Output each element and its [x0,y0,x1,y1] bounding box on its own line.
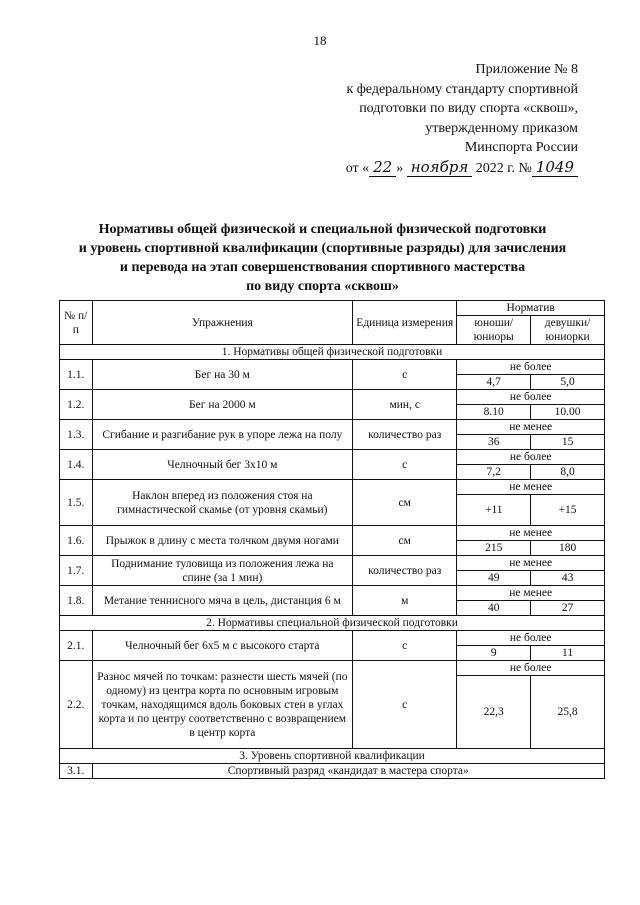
value-girls: 5,0 [531,375,605,390]
appendix-line: подготовки по виду спорта «сквош», [359,101,578,116]
appendix-line: утвержденному приказом [425,120,578,136]
row-unit: м [353,586,457,616]
row-num: 1.8. [60,586,93,616]
value-girls: 8,0 [531,465,605,480]
section-title: 1. Нормативы общей физической подготовки [60,345,605,360]
appendix-line: Минспорта России [464,140,578,155]
row-condition: не менее [457,480,605,495]
table-row [60,526,605,541]
row-num: 1.7. [60,556,93,586]
header-unit: Единица измерения [353,301,457,345]
row-unit: количество раз [353,420,457,450]
table-row [60,586,605,601]
row-num: 2.2. [60,661,93,749]
value-boys: 7,2 [457,465,531,480]
order-date-line: от « 22 » ноября 2022 г. № 1049 [288,158,578,179]
value-boys: 22,3 [457,676,531,749]
row-exercise: Бег на 2000 м [92,390,353,420]
value-girls: 15 [531,435,605,450]
table-row [60,661,605,676]
row-num: 2.1. [60,631,93,661]
row-condition: не менее [457,526,605,541]
row-unit: мин, с [353,390,457,420]
table-row [60,360,605,375]
row-condition: не более [457,450,605,465]
section2-body [60,631,605,749]
row-condition: не более [457,360,605,375]
row-unit: см [353,480,457,526]
row-condition: не менее [457,586,605,601]
table-row [60,450,605,465]
row-exercise: Разнос мячей по точкам: разнести шесть мячей (по одному) из центра корта по основным игровым точкам, находящимся вдоль боковых стен в углах корта и по центру соответственно с возвращением в центр корта [92,661,353,749]
row-exercise: Метание теннисного мяча в цель, дистанция 6 м [92,586,353,616]
row-exercise: Прыжок в длину с места толчком двумя ногами [92,526,353,556]
header-norm: Норматив [457,301,605,316]
row-exercise: Поднимание туловища из положения лежа на спине (за 1 мин) [92,556,353,586]
row-num: 3.1. [60,764,93,779]
table-row [60,631,605,646]
appendix-title: Приложение № 8 [475,62,578,77]
value-boys: 40 [457,601,531,616]
norms-table [59,300,605,779]
row-num: 1.2. [60,390,93,420]
value-boys: 215 [457,541,531,556]
header-exercise: Упражнения [92,301,353,345]
row-num: 1.3. [60,420,93,450]
page-number: 18 [313,33,327,48]
header-boys: юноши/ юниоры [457,316,531,345]
row-condition: не менее [457,420,605,435]
handwritten-month: ноября [407,158,473,177]
row-unit: с [353,631,457,661]
section-title: 2. Нормативы специальной физической подготовки [60,616,605,631]
row-unit: с [353,661,457,749]
row-unit: с [353,450,457,480]
value-girls: +15 [531,495,605,526]
row-unit: с [353,360,457,390]
value-boys: 4,7 [457,375,531,390]
value-girls: 25,8 [531,676,605,749]
handwritten-day: 22 [369,158,396,177]
row-unit: см [353,526,457,556]
row-condition: не более [457,631,605,646]
row-condition: не более [457,390,605,405]
header-num: № п/п [60,301,93,345]
section1-body [60,360,605,616]
table-row [60,390,605,405]
appendix-header [288,60,578,178]
row-exercise: Бег на 30 м [92,360,353,390]
value-boys: +11 [457,495,531,526]
value-girls: 43 [531,571,605,586]
value-boys: 49 [457,571,531,586]
value-boys: 9 [457,646,531,661]
row-num: 1.6. [60,526,93,556]
row-num: 1.4. [60,450,93,480]
row-unit: количество раз [353,556,457,586]
row-exercise: Сгибание и разгибание рук в упоре лежа на полу [92,420,353,450]
value-girls: 10.00 [531,405,605,420]
value-boys: 36 [457,435,531,450]
row-num: 1.5. [60,480,93,526]
header-girls: девушки/ юниорки [531,316,605,345]
table-row [60,420,605,435]
value-girls: 27 [531,601,605,616]
row-exercise: Челночный бег 3х10 м [92,450,353,480]
value-girls: 11 [531,646,605,661]
row-exercise: Наклон вперед из положения стоя на гимнастической скамье (от уровня скамьи) [92,480,353,526]
table-row [60,480,605,495]
document-title: Нормативы общей физической и специальной физической подготовки и уровень спортивной квалификации (спортивные разряды) для зачисления и перевода на этап совершенствования спортивного мастерства по виду спорта «сквош» [78,222,567,294]
table-row [60,556,605,571]
handwritten-order-number: 1049 [532,158,578,177]
appendix-line: к федеральному стандарту спортивной [346,81,578,97]
row-condition: не менее [457,556,605,571]
section-title: 3. Уровень спортивной квалификации [60,749,605,764]
value-boys: 8.10 [457,405,531,420]
row-exercise: Спортивный разряд «кандидат в мастера спорта» [92,764,604,779]
row-exercise: Челночный бег 6х5 м с высокого старта [92,631,353,661]
row-condition: не более [457,661,605,676]
row-num: 1.1. [60,360,93,390]
value-girls: 180 [531,541,605,556]
